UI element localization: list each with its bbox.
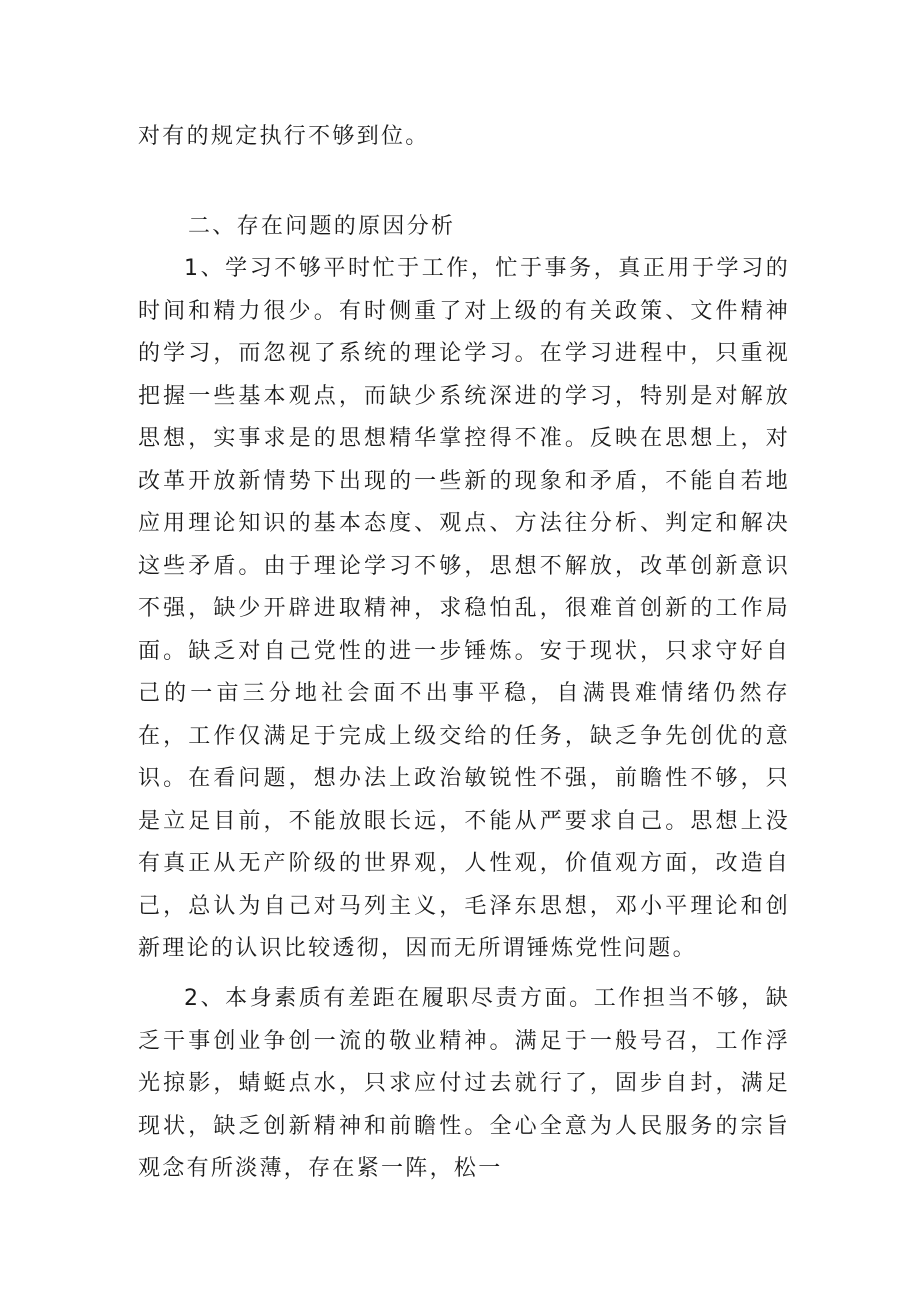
paragraph-study: 1、学习不够平时忙于工作，忙于事务，真正用于学习的时间和精力很少。有时侧重了对上级的有关政策、文件精神的学习，而忽视了系统的理论学习。在学习进程中，只重视把握一些基本观点，而缺少系统深进的学习，特别是对解放思想，实事求是的思想精华掌控得不准。反映在思想上，对改革开放新情势下出现的一些新的现象和矛盾，不能自若地应用理论知识的基本态度、观点、方法往分析、判定和解决这些矛盾。由于理论学习不够，思想不解放，改革创新意识不强，缺少开辟进取精神，求稳怕乱，很难首创新的工作局面。缺乏对自己党性的进一步锤炼。安于现状，只求守好自己的一亩三分地社会面不出事平稳，自满畏难情绪仍然存在，工作仅满足于完成上级交给的任务，缺乏争先创优的意识。在看问题，想办法上政治敏锐性不强，前瞻性不够，只是立足目前，不能放眼长远，不能从严要求自己。思想上没有真正从无产阶级的世界观，人性观，价值观方面，改造自己，总认为自己对马列主义，毛泽东思想，邓小平理论和创新理论的认识比较透彻，因而无所谓锤炼党性问题。 bbox=[138, 256, 790, 961]
paragraph-continuation: 对有的规定执行不够到位。 bbox=[138, 124, 430, 149]
paragraph-quality: 2、本身素质有差距在履职尽责方面。工作担当不够，缺乏干事创业争创一流的敬业精神。满足于一般号召，工作浮光掠影，蜻蜓点水，只求应付过去就行了，固步自封，满足现状，缺乏创新精神和前瞻性。全心全意为人民服务的宗旨观念有所淡薄，存在紧一阵，松一 bbox=[138, 986, 790, 1181]
section-heading: 二、存在问题的原因分析 bbox=[188, 214, 456, 239]
